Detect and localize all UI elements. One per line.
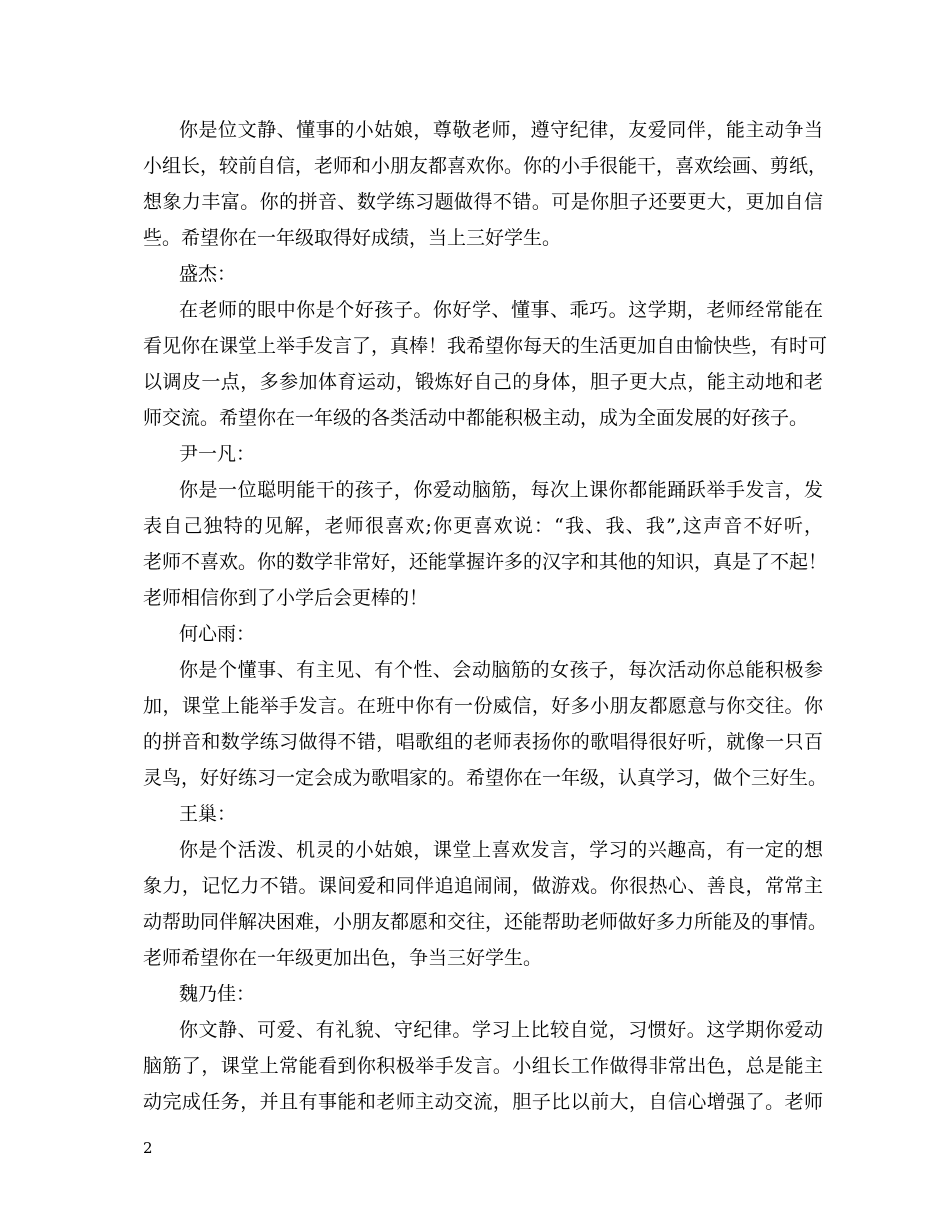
student-name: 尹一凡： — [179, 443, 256, 465]
text-line: 你是个活泼、机灵的小姑娘，课堂上喜欢发言，学习的兴趣高，有一定的想 — [179, 839, 823, 861]
text-line: 的拼音和数学练习做得不错，唱歌组的老师表扬你的歌唱得很好听，就像一只百 — [143, 731, 823, 753]
text-line: 小组长，较前自信，老师和小朋友都喜欢你。你的小手很能干，喜欢绘画、剪纸， — [143, 155, 828, 177]
comment-paragraph — [143, 112, 828, 256]
text-line: 以调皮一点，多参加体育运动，锻炼好自己的身体，胆子更大点，能主动地和老 — [143, 371, 823, 393]
text-line: 你是一位聪明能干的孩子，你爱动脑筋，每次上课你都能踊跃举手发言，发 — [179, 479, 823, 501]
student-name: 何心雨： — [179, 623, 256, 645]
student-name: 魏乃佳： — [179, 983, 256, 1005]
text-line: 想象力丰富。你的拼音、数学练习题做得不错。可是你胆子还要更大，更加自信 — [143, 191, 823, 213]
text-line: 老师希望你在一年级更加出色，争当三好学生。 — [143, 947, 543, 969]
text-line: 灵鸟，好好练习一定会成为歌唱家的。希望你在一年级，认真学习，做个三好生。 — [143, 767, 828, 789]
comment-paragraph — [143, 1012, 823, 1120]
text-line: 老师相信你到了小学后会更棒的！ — [143, 587, 429, 609]
text-line: 师交流。希望你在一年级的各类活动中都能积极主动，成为全面发展的好孩子。 — [143, 407, 809, 429]
text-line: 表自己独特的见解，老师很喜欢;你更喜欢说：“我、我、我”,这声音不好听， — [143, 515, 823, 537]
text-line: 脑筋了，课堂上常能看到你积极举手发言。小组长工作做得非常出色，总是能主 — [143, 1055, 823, 1077]
text-line: 动帮助同伴解决困难，小朋友都愿和交往，还能帮助老师做好多力所能及的事情。 — [143, 911, 828, 933]
text-line: 你是位文静、懂事的小姑娘，尊敬老师，遵守纪律，友爱同伴，能主动争当 — [179, 119, 823, 141]
text-line: 你文静、可爱、有礼貌、守纪律。学习上比较自觉，习惯好。这学期你爱动 — [179, 1019, 823, 1041]
text-line: 看见你在课堂上举手发言了，真棒！我希望你每天的生活更加自由愉快些，有时可 — [143, 335, 828, 357]
text-line: 象力，记忆力不错。课间爱和同伴追追闹闹，做游戏。你很热心、善良，常常主 — [143, 875, 823, 897]
text-line: 老师不喜欢。你的数学非常好，还能掌握许多的汉字和其他的知识，真是了不起！ — [143, 551, 828, 573]
text-line: 加，课堂上能举手发言。在班中你有一份威信，好多小朋友都愿意与你交往。你 — [143, 695, 823, 717]
comment-paragraph — [143, 472, 828, 616]
text-line: 你是个懂事、有主见、有个性、会动脑筋的女孩子，每次活动你总能积极参 — [179, 659, 823, 681]
page-number: 2 — [143, 1139, 153, 1157]
student-name: 王巢： — [179, 803, 237, 825]
comment-paragraph — [143, 292, 828, 436]
text-line: 在老师的眼中你是个好孩子。你好学、懂事、乖巧。这学期，老师经常能在 — [179, 299, 823, 321]
comment-paragraph — [143, 832, 828, 976]
student-name: 盛杰： — [179, 263, 237, 285]
document-body — [143, 112, 828, 1120]
text-line: 动完成任务，并且有事能和老师主动交流，胆子比以前大，自信心增强了。老师 — [143, 1091, 823, 1113]
text-line: 些。希望你在一年级取得好成绩，当上三好学生。 — [143, 227, 562, 249]
comment-paragraph — [143, 652, 828, 796]
